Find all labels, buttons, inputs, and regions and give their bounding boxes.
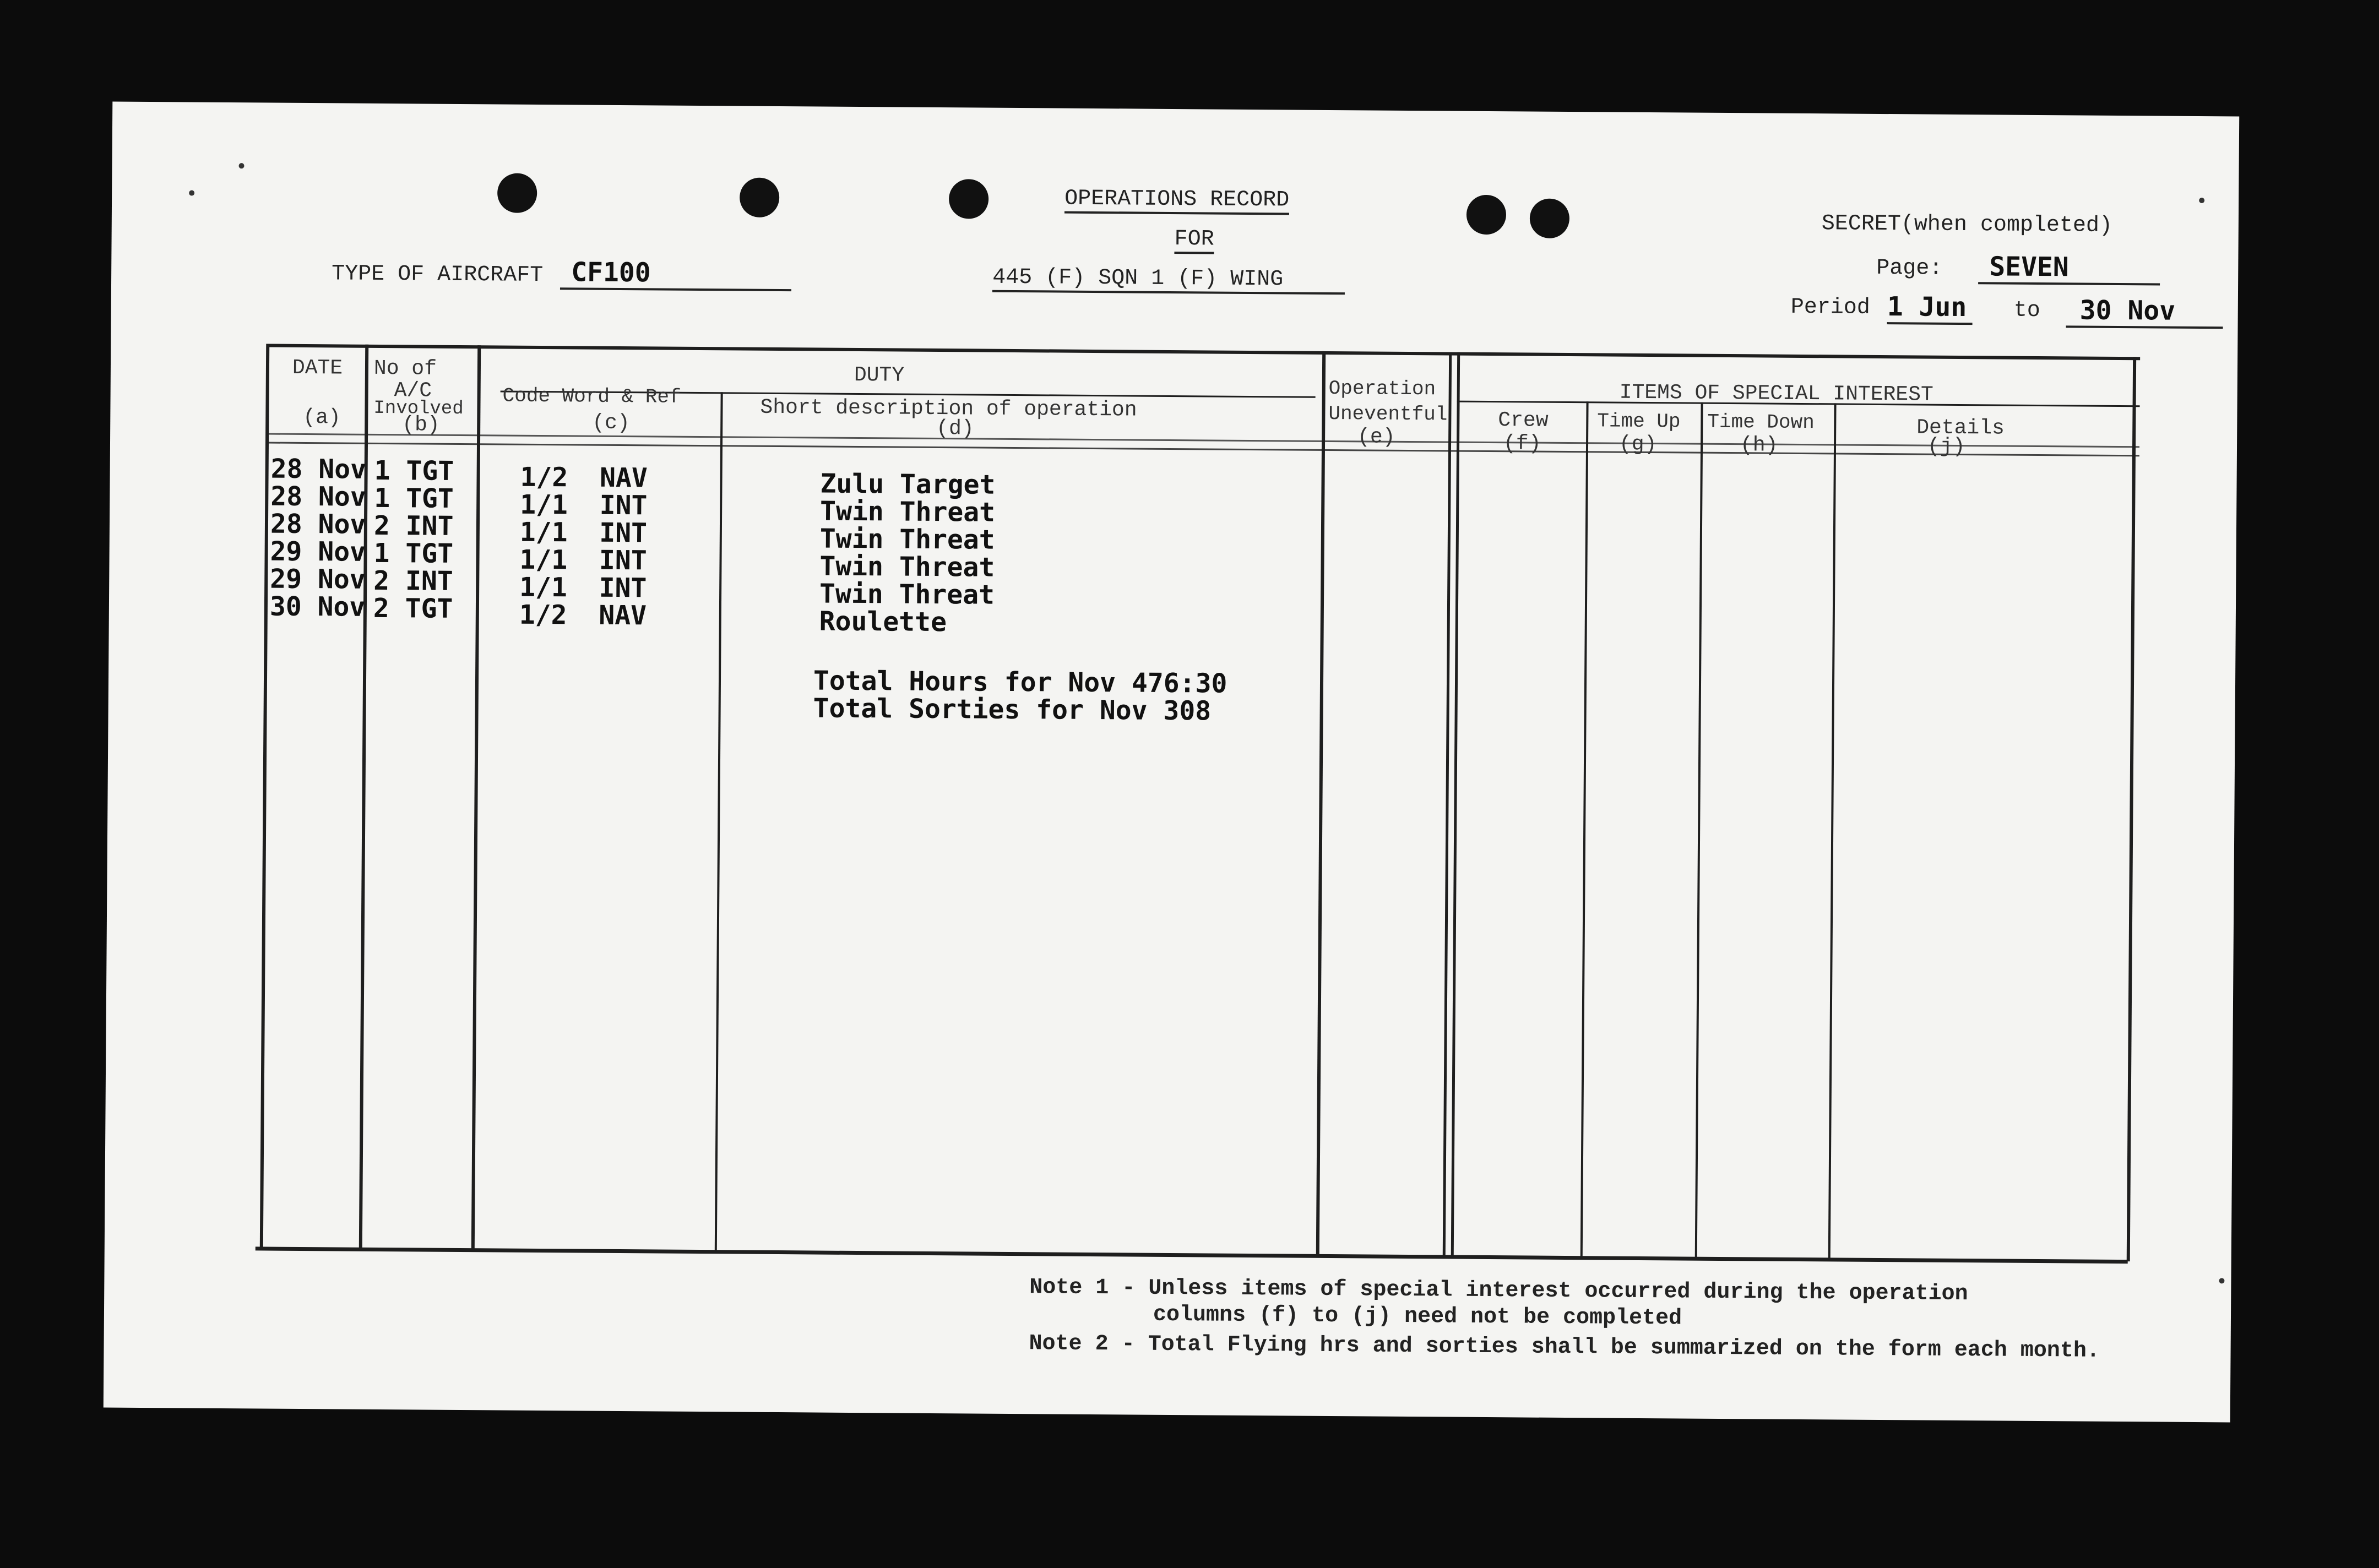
- punch-hole: [949, 179, 989, 219]
- header-no-ac-1: No of: [373, 356, 437, 381]
- period-to-label: to: [2013, 298, 2040, 323]
- table-row-aircraft: 1 TGT: [373, 537, 454, 569]
- punch-hole: [497, 173, 537, 213]
- header-short-desc: Short description of operation: [760, 395, 1137, 422]
- header-details-code: (j): [1927, 434, 1965, 459]
- table-row-date: 29 Nov: [270, 536, 366, 568]
- table-row-aircraft: 2 INT: [373, 565, 453, 597]
- table-row-aircraft: 2 INT: [373, 510, 454, 542]
- header-time-down-code: (h): [1740, 433, 1778, 458]
- speck: [2219, 1278, 2224, 1283]
- col-line-aircraft: [471, 345, 481, 1250]
- record-title: OPERATIONS RECORD: [1064, 187, 1289, 215]
- header-code-word-code: (c): [592, 411, 630, 435]
- col-line-desc: [1316, 351, 1326, 1256]
- header-items-special: ITEMS OF SPECIAL INTEREST: [1619, 380, 1933, 407]
- table-row-date: 28 Nov: [270, 453, 367, 485]
- total-hours: Total Hours for Nov 476:30: [813, 665, 1227, 699]
- record-for: FOR: [1174, 227, 1214, 254]
- col-line-timeup: [1695, 402, 1703, 1259]
- table-row-date: 28 Nov: [270, 481, 366, 513]
- table-row-aircraft: 2 TGT: [373, 592, 453, 624]
- table-row-aircraft: 1 TGT: [374, 482, 454, 514]
- table-row-code: 1/2 NAV: [519, 599, 647, 631]
- note-1-continued: columns (f) to (j) need not be completed: [1153, 1302, 1682, 1331]
- header-date: DATE: [292, 356, 343, 380]
- table-row-code: 1/1 INT: [519, 571, 647, 604]
- period-from: 1 Jun: [1887, 291, 1973, 325]
- header-crew: Crew: [1498, 409, 1549, 433]
- page-value: SEVEN: [1978, 251, 2160, 285]
- table-bottom-border: [256, 1246, 2128, 1264]
- header-time-down: Time Down: [1707, 410, 1815, 434]
- aircraft-label: TYPE OF AIRCRAFT: [331, 262, 544, 288]
- table-top-border: [268, 344, 2140, 361]
- header-operation-2: Uneventful: [1328, 402, 1448, 426]
- table-row-code: 1/1 INT: [519, 516, 648, 549]
- header-crew-code: (f): [1503, 432, 1541, 456]
- header-short-desc-code: (d): [936, 417, 974, 441]
- header-details: Details: [1916, 416, 2005, 440]
- speck: [2199, 198, 2204, 203]
- header-no-ac-code: (b): [402, 413, 440, 437]
- col-line-oper-a: [1443, 352, 1452, 1257]
- speck: [189, 190, 194, 196]
- punch-hole: [740, 178, 780, 218]
- note-2: Note 2 - Total Flying hrs and sorties shall be summarized on the form each month.: [1029, 1331, 2100, 1364]
- table-row-date: 28 Nov: [270, 508, 366, 540]
- table-row-aircraft: 1 TGT: [374, 455, 454, 487]
- header-code-word: Code Word & Ref: [502, 384, 681, 409]
- page-label: Page:: [1876, 255, 1943, 281]
- note-1: Note 1 - Unless items of special interest occurred during the operation: [1029, 1275, 1968, 1307]
- header-duty: DUTY: [854, 363, 905, 388]
- secret-label: SECRET(when completed): [1821, 211, 2113, 238]
- speck: [238, 163, 244, 168]
- punch-hole: [1466, 195, 1507, 235]
- col-line-crew: [1580, 401, 1589, 1257]
- col-line-right: [2127, 357, 2136, 1261]
- table-row-description: Twin Threat: [819, 523, 995, 556]
- table-row-description: Roulette: [819, 606, 947, 638]
- unit-name: 445 (F) SQN 1 (F) WING: [992, 265, 1345, 295]
- table-row-date: 30 Nov: [269, 591, 366, 623]
- header-no-ac-3: Involved: [373, 398, 464, 420]
- period-label: Period: [1790, 295, 1870, 320]
- table-row-description: Zulu Target: [820, 468, 996, 500]
- document-page: [104, 102, 2239, 1423]
- header-operation-code: (e): [1357, 425, 1395, 449]
- header-date-code: (a): [303, 405, 341, 430]
- aircraft-value: CF100: [560, 257, 791, 291]
- col-line-oper-b: [1451, 352, 1460, 1257]
- period-to: 30 Nov: [2066, 295, 2223, 329]
- table-row-description: Twin Threat: [819, 551, 995, 583]
- table-row-code: 1/2 NAV: [520, 461, 648, 494]
- table-row-date: 29 Nov: [270, 563, 366, 595]
- table-row-description: Twin Threat: [819, 496, 996, 528]
- header-operation-1: Operation: [1328, 377, 1436, 401]
- total-sorties: Total Sorties for Nov 308: [813, 693, 1212, 727]
- header-no-ac-2: A/C: [394, 379, 432, 403]
- col-line-timedown: [1828, 403, 1837, 1259]
- punch-hole: [1530, 199, 1570, 239]
- header-bottom-border: [267, 433, 2139, 448]
- table-row-code: 1/1 INT: [519, 544, 647, 576]
- header-time-up: Time Up: [1597, 410, 1681, 433]
- table-row-code: 1/1 INT: [520, 489, 648, 521]
- table-row-description: Twin Threat: [819, 578, 995, 611]
- col-line-code: [715, 392, 723, 1251]
- col-line-left: [260, 344, 269, 1249]
- header-time-up-code: (g): [1618, 432, 1657, 457]
